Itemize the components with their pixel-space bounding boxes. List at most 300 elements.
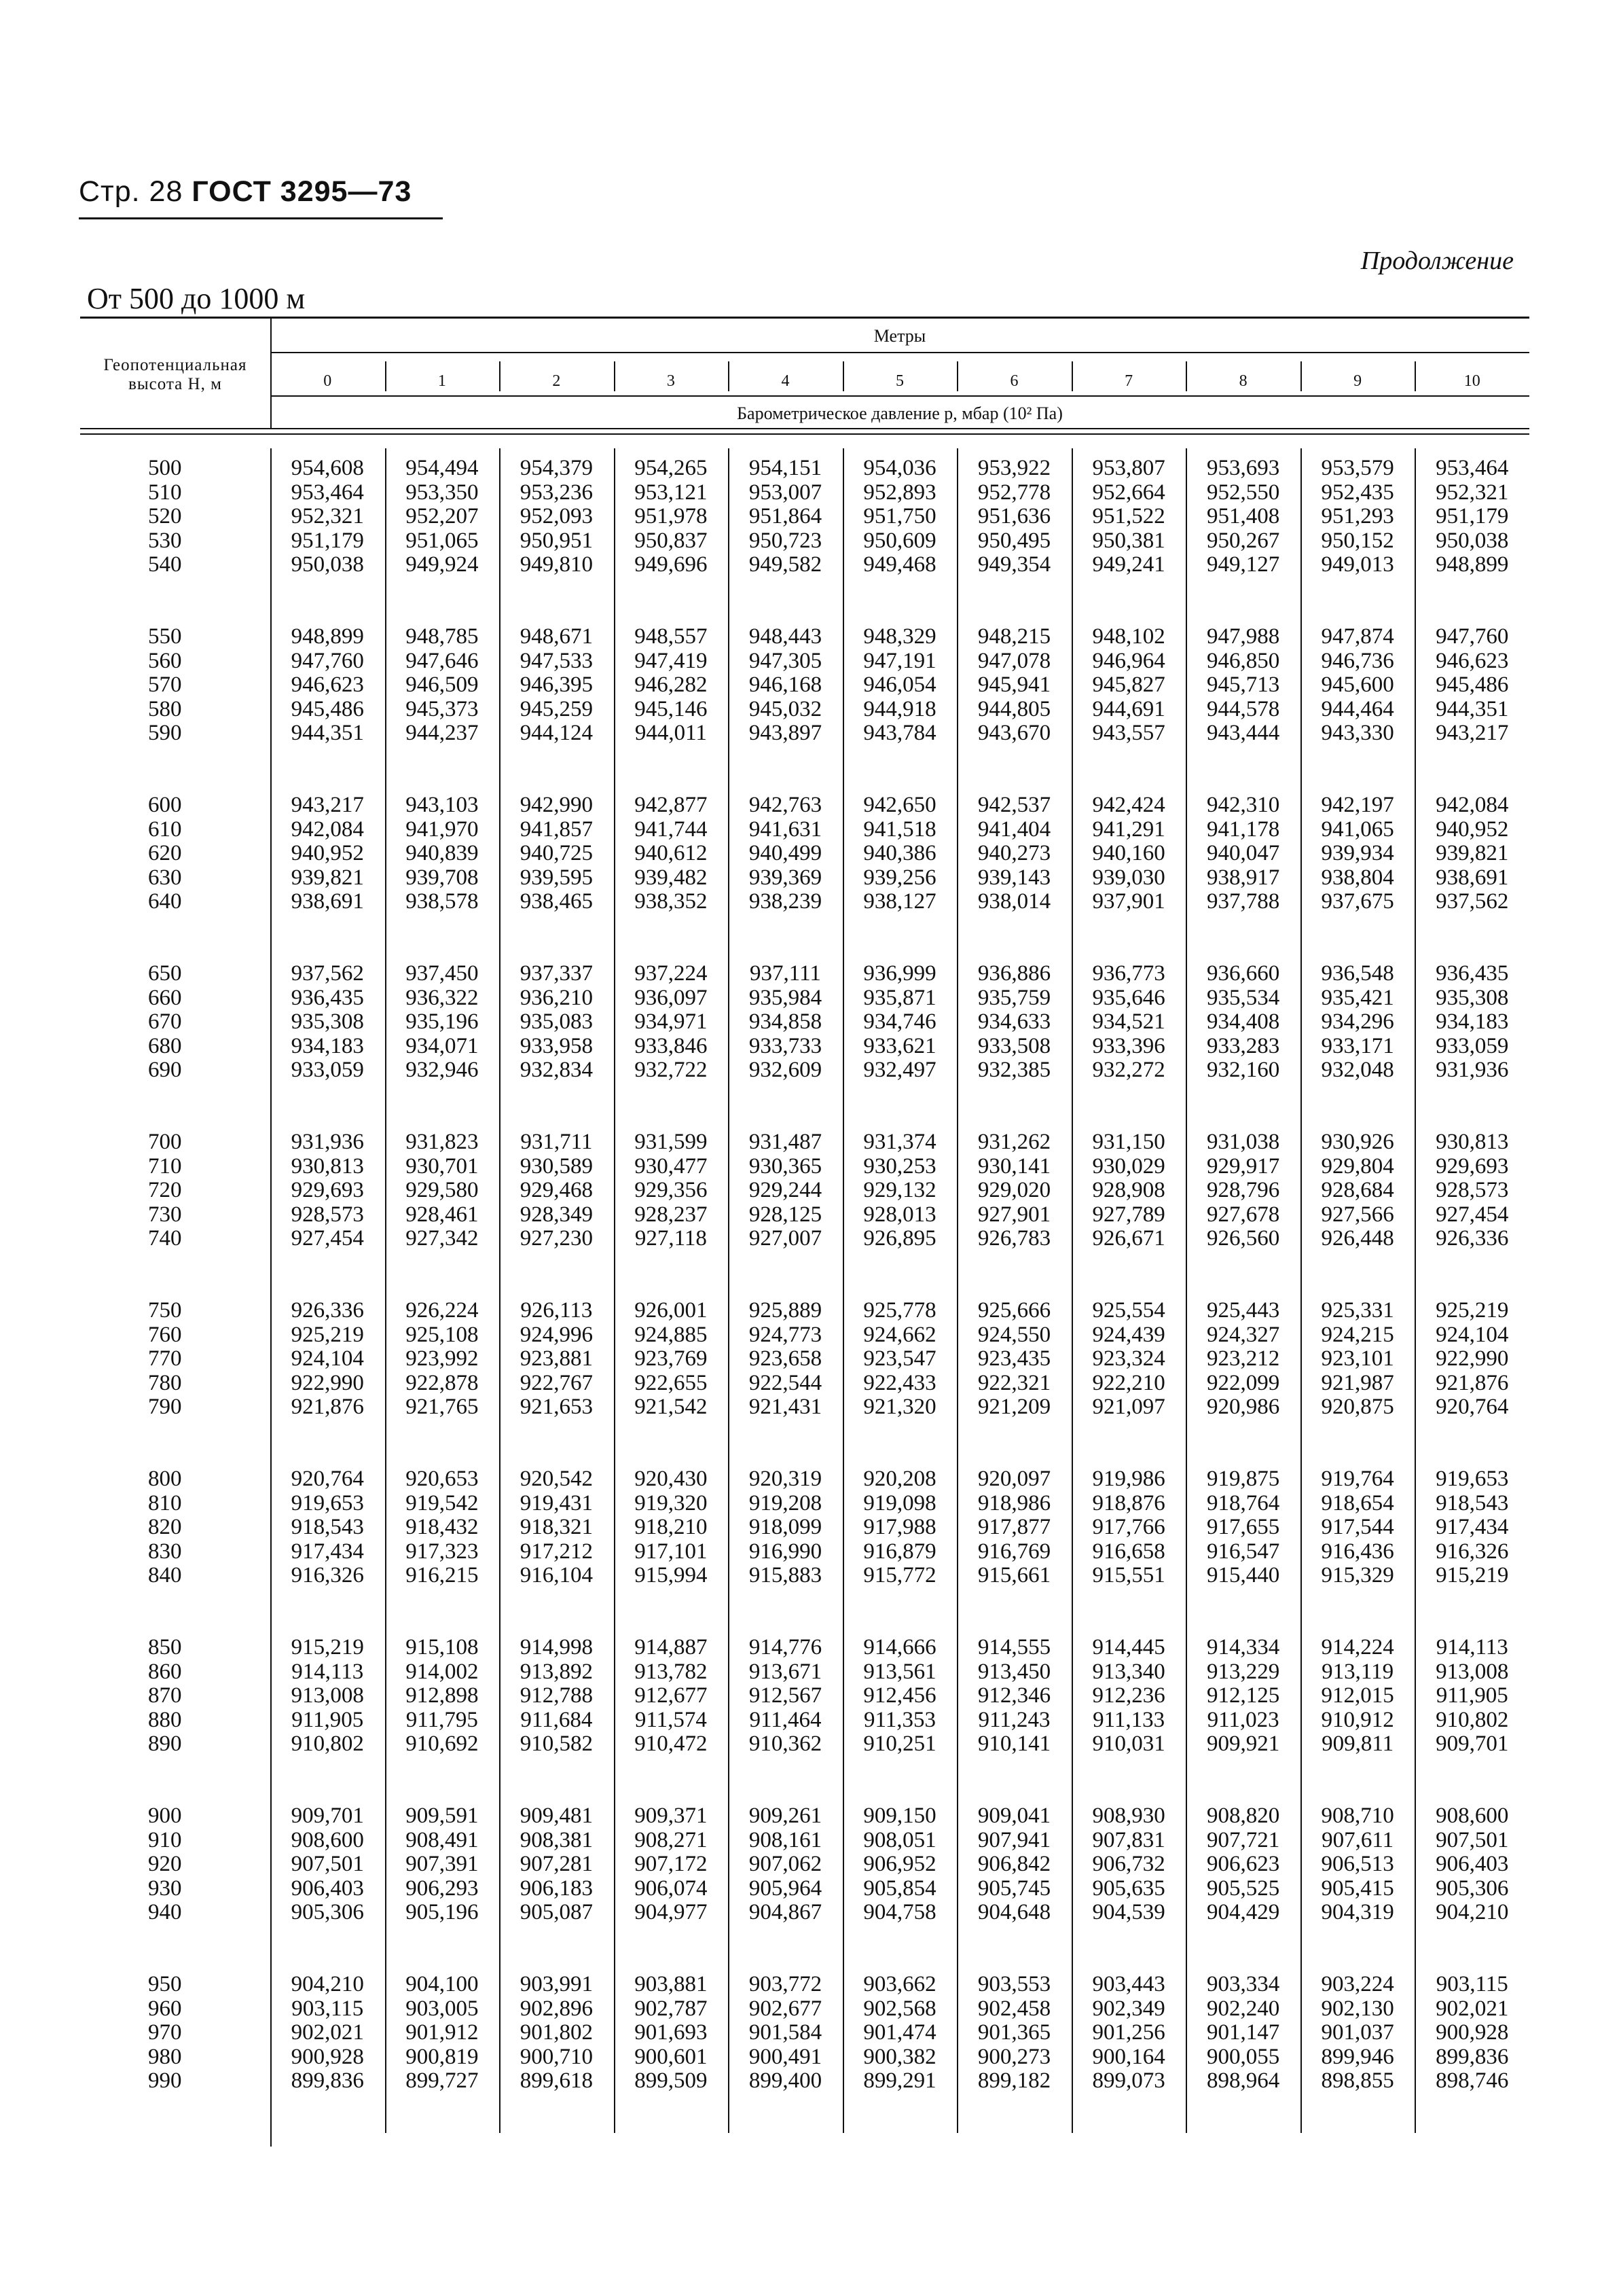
pressure-value: 937,337: [520, 961, 593, 986]
height-column-divider: [270, 317, 272, 428]
pressure-value: 953,464: [291, 480, 364, 505]
pressure-value: 938,014: [977, 889, 1051, 914]
pressure-value: 925,443: [1207, 1298, 1280, 1323]
pressure-value: 945,486: [291, 696, 364, 721]
pressure-value: 945,032: [748, 696, 822, 721]
pressure-value: 918,654: [1321, 1490, 1394, 1515]
pressure-value: 904,429: [1207, 1900, 1280, 1925]
pressure-value: 922,099: [1207, 1370, 1280, 1395]
pressure-value: 914,887: [634, 1635, 708, 1660]
pressure-value: 935,196: [405, 1009, 479, 1035]
pressure-value: 927,118: [634, 1226, 707, 1251]
height-value: 820: [148, 1515, 182, 1540]
pressure-value: 953,121: [634, 480, 708, 505]
height-value: 570: [148, 672, 182, 698]
pressure-value: 931,599: [634, 1130, 708, 1154]
height-value: 990: [148, 2068, 182, 2094]
pressure-value: 921,876: [1436, 1370, 1509, 1395]
pressure-value: 902,021: [291, 2020, 364, 2045]
pressure-value: 923,212: [1207, 1346, 1280, 1371]
pressure-value: 935,871: [863, 985, 936, 1010]
pressure-value: 908,271: [634, 1827, 708, 1852]
pressure-value: 943,330: [1321, 721, 1394, 746]
height-column-header: Геопотенциальная высота H, м: [103, 356, 247, 393]
pressure-value: 918,432: [405, 1515, 479, 1540]
pressure-value: 952,893: [863, 480, 936, 505]
pressure-value: 937,788: [1207, 889, 1280, 914]
pressure-value: 904,867: [748, 1900, 822, 1925]
pressure-value: 952,207: [405, 504, 479, 529]
pressure-value: 909,921: [1207, 1732, 1280, 1757]
pressure-value: 906,623: [1207, 1852, 1280, 1877]
height-value: 860: [148, 1659, 182, 1684]
pressure-value: 903,334: [1207, 1972, 1280, 1996]
pressure-value: 907,172: [634, 1852, 708, 1877]
pressure-value: 929,244: [748, 1178, 822, 1203]
pressure-value: 917,434: [1436, 1515, 1509, 1540]
pressure-value: 924,662: [863, 1322, 936, 1347]
pressure-value: 929,693: [1436, 1153, 1509, 1179]
pressure-value: 913,119: [1322, 1659, 1394, 1684]
pressure-value: 912,456: [863, 1683, 936, 1708]
pressure-value: 941,970: [405, 817, 479, 842]
pressure-value: 914,334: [1207, 1635, 1280, 1660]
pressure-value: 921,431: [748, 1395, 822, 1420]
pressure-value: 914,113: [1436, 1635, 1508, 1660]
header-bottom-rule-1: [80, 428, 1529, 429]
pressure-value: 939,482: [634, 865, 708, 890]
pressure-value: 937,901: [1092, 889, 1165, 914]
pressure-value: 949,127: [1207, 552, 1280, 577]
pressure-value: 928,908: [1092, 1178, 1165, 1203]
pressure-value: 951,750: [863, 504, 936, 529]
pressure-value: 903,224: [1321, 1972, 1394, 1996]
pressure-value: 936,435: [1436, 961, 1509, 986]
pressure-value: 924,550: [977, 1322, 1051, 1347]
pressure-value: 948,671: [520, 624, 593, 649]
height-value: 590: [148, 721, 182, 746]
pressure-value: 923,435: [977, 1346, 1051, 1371]
pressure-value: 952,664: [1092, 480, 1165, 505]
pressure-value: 899,836: [1436, 2044, 1509, 2069]
pressure-value: 901,912: [405, 2020, 479, 2045]
pressure-value: 911,795: [405, 1707, 478, 1732]
pressure-value: 949,924: [405, 552, 479, 577]
height-value: 580: [148, 696, 182, 721]
pressure-value: 899,946: [1321, 2044, 1394, 2069]
pressure-value: 911,905: [1436, 1683, 1508, 1708]
height-value: 750: [148, 1298, 182, 1323]
pressure-value: 932,722: [634, 1058, 708, 1083]
meters-rule: [270, 352, 1529, 353]
pressure-value: 925,108: [405, 1322, 479, 1347]
pressure-value: 948,899: [291, 624, 364, 649]
pressure-value: 950,495: [977, 528, 1051, 553]
pressure-value: 946,282: [634, 672, 708, 698]
height-value: 740: [148, 1226, 182, 1251]
pressure-value: 935,083: [520, 1009, 593, 1035]
pressure-value: 940,952: [1436, 817, 1509, 842]
height-value: 640: [148, 889, 182, 914]
pressure-value: 904,539: [1092, 1900, 1165, 1925]
pressure-value: 914,113: [291, 1659, 364, 1684]
height-value: 830: [148, 1539, 182, 1564]
pressure-value: 929,580: [405, 1178, 479, 1203]
column-header-0: 0: [323, 372, 332, 390]
pressure-value: 950,038: [291, 552, 364, 577]
pressure-value: 904,648: [977, 1900, 1051, 1925]
pressure-value: 932,946: [405, 1058, 479, 1083]
column-separator: [1072, 448, 1073, 2133]
pressure-value: 942,537: [977, 793, 1051, 817]
pressure-value: 951,522: [1092, 504, 1165, 529]
pressure-value: 910,582: [520, 1732, 593, 1757]
height-value: 630: [148, 865, 182, 890]
pressure-value: 924,104: [1436, 1322, 1509, 1347]
pressure-value: 921,097: [1092, 1395, 1165, 1420]
pressure-value: 906,842: [977, 1852, 1051, 1877]
pressure-value: 937,450: [405, 961, 479, 986]
height-value: 620: [148, 841, 182, 866]
pressure-value: 925,666: [977, 1298, 1051, 1323]
pressure-value: 901,365: [977, 2020, 1051, 2045]
pressure-value: 909,701: [1436, 1732, 1509, 1757]
pressure-value: 929,917: [1207, 1153, 1280, 1179]
column-header-3: 3: [666, 372, 675, 390]
pressure-value: 944,805: [977, 696, 1051, 721]
pressure-value: 950,267: [1207, 528, 1280, 553]
pressure-value: 952,093: [520, 504, 593, 529]
pressure-value: 904,210: [1436, 1900, 1509, 1925]
pressure-value: 934,971: [634, 1009, 708, 1035]
pressure-value: 928,573: [291, 1202, 364, 1227]
pressure-value: 950,723: [748, 528, 822, 553]
pressure-value: 934,521: [1092, 1009, 1165, 1035]
pressure-value: 918,210: [634, 1515, 708, 1540]
height-value: 710: [148, 1153, 182, 1179]
pressure-value: 947,533: [520, 648, 593, 673]
pressure-value: 946,850: [1207, 648, 1280, 673]
pressure-value: 908,600: [291, 1827, 364, 1852]
pressure-value: 909,481: [520, 1804, 593, 1828]
pressure-value: 905,087: [520, 1900, 593, 1925]
pressure-value: 945,941: [977, 672, 1051, 698]
pressure-value: 904,758: [863, 1900, 936, 1925]
pressure-value: 938,804: [1321, 865, 1394, 890]
pressure-value: 952,321: [1436, 480, 1509, 505]
pressure-value: 918,321: [520, 1515, 593, 1540]
height-value: 690: [148, 1058, 182, 1083]
pressure-value: 899,291: [863, 2068, 936, 2094]
pressure-value: 913,008: [291, 1683, 364, 1708]
pressure-value: 904,319: [1321, 1900, 1394, 1925]
pressure-value: 936,322: [405, 985, 479, 1010]
pressure-value: 948,102: [1092, 624, 1165, 649]
pressure-value: 908,051: [863, 1827, 936, 1852]
pressure-value: 937,224: [634, 961, 708, 986]
pressure-value: 918,986: [977, 1490, 1051, 1515]
pressure-value: 899,618: [520, 2068, 593, 2094]
pressure-value: 904,100: [405, 1972, 479, 1996]
pressure-value: 911,684: [520, 1707, 593, 1732]
pressure-value: 916,879: [863, 1539, 936, 1564]
pressure-value: 906,403: [1436, 1852, 1509, 1877]
pressure-value: 899,073: [1092, 2068, 1165, 2094]
pressure-value: 938,352: [634, 889, 708, 914]
pressure-value: 900,491: [748, 2044, 822, 2069]
column-number-separator: [1186, 361, 1187, 391]
pressure-value: 911,353: [863, 1707, 936, 1732]
pressure-value: 903,115: [1436, 1972, 1508, 1996]
pressure-value: 948,443: [748, 624, 822, 649]
pressure-value: 899,727: [405, 2068, 479, 2094]
pressure-value: 903,881: [634, 1972, 708, 1996]
pressure-value: 905,635: [1092, 1876, 1165, 1901]
pressure-value: 945,373: [405, 696, 479, 721]
pressure-value: 915,661: [977, 1563, 1051, 1588]
height-value: 730: [148, 1202, 182, 1227]
pressure-value: 940,839: [405, 841, 479, 866]
pressure-value: 946,736: [1321, 648, 1394, 673]
pressure-value: 947,988: [1207, 624, 1280, 649]
pressure-value: 930,029: [1092, 1153, 1165, 1179]
pressure-value: 951,065: [405, 528, 479, 553]
pressure-value: 936,435: [291, 985, 364, 1010]
pressure-value: 917,434: [291, 1539, 364, 1564]
pressure-value: 931,150: [1092, 1130, 1165, 1154]
pressure-value: 914,002: [405, 1659, 479, 1684]
pressure-value: 909,701: [291, 1804, 364, 1828]
pressure-value: 932,609: [748, 1058, 822, 1083]
pressure-value: 913,340: [1092, 1659, 1165, 1684]
column-numbers-rule: [270, 395, 1529, 397]
pressure-value: 933,059: [291, 1058, 364, 1083]
pressure-value: 920,319: [748, 1467, 822, 1491]
pressure-value: 947,760: [1436, 624, 1509, 649]
pressure-value: 900,928: [1436, 2020, 1509, 2045]
pressure-value: 945,827: [1092, 672, 1165, 698]
pressure-value: 926,224: [405, 1298, 479, 1323]
height-value: 780: [148, 1370, 182, 1395]
pressure-value: 943,217: [291, 793, 364, 817]
pressure-value: 912,677: [634, 1683, 708, 1708]
pressure-value: 942,990: [520, 793, 593, 817]
pressure-value: 933,283: [1207, 1033, 1280, 1058]
height-value: 700: [148, 1130, 182, 1154]
pressure-value: 900,055: [1207, 2044, 1280, 2069]
pressure-value: 906,074: [634, 1876, 708, 1901]
pressure-value: 920,430: [634, 1467, 708, 1491]
pressure-value: 928,796: [1207, 1178, 1280, 1203]
height-value: 850: [148, 1635, 182, 1660]
height-value: 650: [148, 961, 182, 986]
pressure-value: 907,062: [748, 1852, 822, 1877]
pressure-value: 944,691: [1092, 696, 1165, 721]
pressure-value: 904,977: [634, 1900, 708, 1925]
pressure-value: 907,391: [405, 1852, 479, 1877]
pressure-value: 946,964: [1092, 648, 1165, 673]
pressure-value: 920,208: [863, 1467, 936, 1491]
column-header-2: 2: [552, 372, 561, 390]
pressure-value: 925,554: [1092, 1298, 1165, 1323]
pressure-value: 905,525: [1207, 1876, 1280, 1901]
pressure-value: 925,219: [1436, 1298, 1509, 1323]
pressure-value: 950,038: [1436, 528, 1509, 553]
height-value: 560: [148, 648, 182, 673]
pressure-value: 926,560: [1207, 1226, 1280, 1251]
pressure-value: 943,897: [748, 721, 822, 746]
pressure-value: 930,253: [863, 1153, 936, 1179]
pressure-value: 928,573: [1436, 1178, 1509, 1203]
pressure-value: 920,653: [405, 1467, 479, 1491]
pressure-value: 936,660: [1207, 961, 1280, 986]
pressure-value: 933,846: [634, 1033, 708, 1058]
pressure-value: 928,349: [520, 1202, 593, 1227]
height-value: 840: [148, 1563, 182, 1588]
pressure-value: 939,934: [1321, 841, 1394, 866]
pressure-value: 953,464: [1436, 456, 1509, 480]
pressure-value: 938,691: [1436, 865, 1509, 890]
pressure-value: 905,745: [977, 1876, 1051, 1901]
pressure-value: 934,746: [863, 1009, 936, 1035]
pressure-value: 952,435: [1321, 480, 1394, 505]
pressure-value: 943,217: [1436, 721, 1509, 746]
pressure-value: 932,834: [520, 1058, 593, 1083]
pressure-value: 914,666: [863, 1635, 936, 1660]
pressure-value: 921,320: [863, 1395, 936, 1420]
column-number-separator: [957, 361, 958, 391]
pressure-value: 947,191: [863, 648, 936, 673]
column-header-1: 1: [437, 372, 446, 390]
pressure-value: 920,097: [977, 1467, 1051, 1491]
pressure-value: 952,321: [291, 504, 364, 529]
pressure-value: 924,439: [1092, 1322, 1165, 1347]
column-number-separator: [1415, 361, 1416, 391]
pressure-value: 928,237: [634, 1202, 708, 1227]
pressure-value: 920,542: [520, 1467, 593, 1491]
pressure-value: 915,883: [748, 1563, 822, 1588]
pressure-value: 930,926: [1321, 1130, 1394, 1154]
pressure-value: 953,350: [405, 480, 479, 505]
pressure-value: 922,433: [863, 1370, 936, 1395]
range-title: От 500 до 1000 м: [87, 282, 306, 315]
pressure-value: 902,240: [1207, 1996, 1280, 2021]
header-rule: [79, 217, 443, 219]
pressure-value: 912,567: [748, 1683, 822, 1708]
column-separator: [385, 448, 386, 2133]
pressure-value: 899,836: [291, 2068, 364, 2094]
height-value: 920: [148, 1852, 182, 1877]
pressure-value: 909,811: [1322, 1732, 1394, 1757]
pressure-value: 927,230: [520, 1226, 593, 1251]
pressure-value: 931,038: [1207, 1130, 1280, 1154]
column-number-separator: [728, 361, 729, 391]
pressure-value: 929,020: [977, 1178, 1051, 1203]
pressure-value: 933,958: [520, 1033, 593, 1058]
pressure-value: 919,208: [748, 1490, 822, 1515]
pressure-value: 925,889: [748, 1298, 822, 1323]
pressure-value: 925,331: [1321, 1298, 1394, 1323]
pressure-value: 899,509: [634, 2068, 708, 2094]
pressure-value: 930,365: [748, 1153, 822, 1179]
pressure-value: 950,381: [1092, 528, 1165, 553]
pressure-value: 912,236: [1092, 1683, 1165, 1708]
height-value: 760: [148, 1322, 182, 1347]
pressure-value: 939,143: [977, 865, 1051, 890]
pressure-value: 901,147: [1207, 2020, 1280, 2045]
pressure-value: 949,468: [863, 552, 936, 577]
pressure-value: 941,065: [1321, 817, 1394, 842]
column-header-6: 6: [1010, 372, 1019, 390]
pressure-value: 951,179: [291, 528, 364, 553]
pressure-value: 939,595: [520, 865, 593, 890]
pressure-value: 946,509: [405, 672, 479, 698]
pressure-value: 916,990: [748, 1539, 822, 1564]
pressure-value: 900,819: [405, 2044, 479, 2069]
pressure-value: 926,783: [977, 1226, 1051, 1251]
pressure-value: 954,379: [520, 456, 593, 480]
pressure-value: 912,346: [977, 1683, 1051, 1708]
pressure-value: 906,183: [520, 1876, 593, 1901]
pressure-value: 949,582: [748, 552, 822, 577]
pressure-value: 940,386: [863, 841, 936, 866]
pressure-header: Барометрическое давление p, мбар (10² Па): [737, 403, 1063, 423]
pressure-value: 944,351: [291, 721, 364, 746]
pressure-value: 948,899: [1436, 552, 1509, 577]
pressure-value: 928,684: [1321, 1178, 1394, 1203]
pressure-value: 934,183: [291, 1033, 364, 1058]
height-value: 540: [148, 552, 182, 577]
pressure-value: 907,831: [1092, 1827, 1165, 1852]
pressure-value: 941,631: [748, 817, 822, 842]
pressure-value: 930,813: [1436, 1130, 1509, 1154]
pressure-value: 902,458: [977, 1996, 1051, 2021]
pressure-value: 947,646: [405, 648, 479, 673]
pressure-value: 910,141: [977, 1732, 1051, 1757]
pressure-value: 910,802: [291, 1732, 364, 1757]
pressure-value: 929,804: [1321, 1153, 1394, 1179]
pressure-value: 940,499: [748, 841, 822, 866]
pressure-value: 907,611: [1322, 1827, 1394, 1852]
pressure-value: 949,241: [1092, 552, 1165, 577]
pressure-value: 932,497: [863, 1058, 936, 1083]
pressure-value: 950,152: [1321, 528, 1394, 553]
pressure-value: 931,262: [977, 1130, 1051, 1154]
pressure-value: 926,336: [1436, 1226, 1509, 1251]
pressure-value: 936,999: [863, 961, 936, 986]
pressure-value: 945,146: [634, 696, 708, 721]
height-value: 660: [148, 985, 182, 1010]
pressure-value: 904,210: [291, 1972, 364, 1996]
pressure-value: 911,243: [978, 1707, 1051, 1732]
continuation-label: Продолжение: [1360, 247, 1514, 275]
pressure-value: 935,421: [1321, 985, 1394, 1010]
pressure-value: 903,443: [1092, 1972, 1165, 1996]
pressure-value: 945,600: [1321, 672, 1394, 698]
pressure-value: 954,608: [291, 456, 364, 480]
pressure-value: 914,555: [977, 1635, 1051, 1660]
column-separator: [728, 448, 729, 2133]
pressure-value: 913,892: [520, 1659, 593, 1684]
pressure-value: 941,291: [1092, 817, 1165, 842]
pressure-value: 931,936: [291, 1130, 364, 1154]
pressure-value: 901,037: [1321, 2020, 1394, 2045]
pressure-value: 930,701: [405, 1153, 479, 1179]
pressure-value: 912,788: [520, 1683, 593, 1708]
pressure-value: 942,763: [748, 793, 822, 817]
pressure-value: 917,655: [1207, 1515, 1280, 1540]
pressure-value: 951,636: [977, 504, 1051, 529]
